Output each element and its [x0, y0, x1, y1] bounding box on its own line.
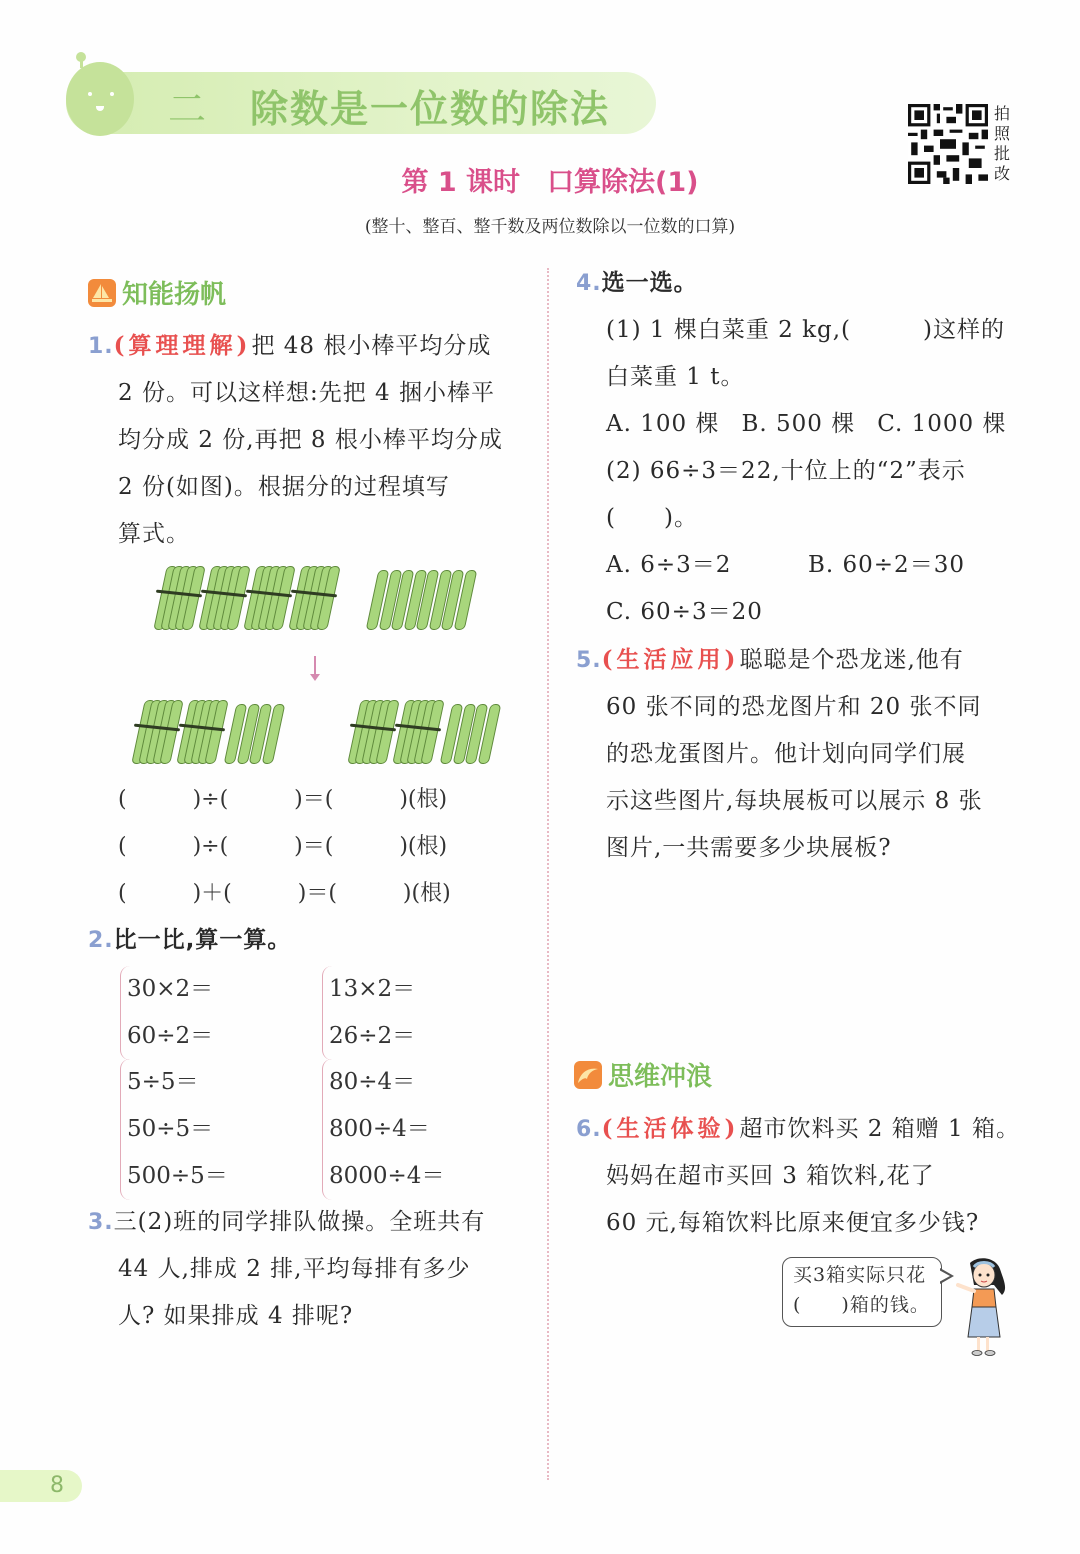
answer-row[interactable]: ( )÷( )＝( )(根) [118, 787, 448, 812]
stick-bundle-icon [246, 566, 288, 634]
question-title: 选一选。 [601, 270, 698, 296]
sticks-illustration [150, 562, 530, 772]
stick-bundle-icon [291, 566, 333, 634]
stick-bundle-icon [350, 700, 392, 768]
calc-group-3: 5÷5＝ 50÷5＝ 500÷5＝ [120, 1059, 228, 1200]
column-divider [547, 268, 549, 1480]
option-b[interactable]: B. 500 棵 [741, 411, 856, 437]
mascot-antenna-ball [76, 52, 86, 62]
stick-bundle-icon [179, 700, 221, 768]
q1-answer-rows [118, 776, 451, 917]
stick-bundle-icon [395, 700, 437, 768]
q4-1-options [576, 401, 1026, 448]
question-6: 6.(生活体验)超市饮料买 2 箱赠 1 箱。 妈妈在超市买回 3 箱饮料,花了 60 元,每箱饮料比原来便宜多少钱? [576, 1115, 1020, 1236]
option-c[interactable]: C. 60÷3＝20 [606, 599, 763, 625]
question-number: 4. [576, 271, 602, 296]
dolphin-icon [574, 1061, 602, 1089]
question-number: 1. [88, 334, 114, 359]
page-number-tab [0, 1470, 82, 1502]
stick-bundle-icon [156, 566, 198, 634]
sailboat-icon [88, 279, 116, 307]
answer-row[interactable]: ( )＋( )＝( )(根) [118, 881, 451, 906]
stick-bundle-icon [201, 566, 243, 634]
question-tag: (生活应用) [601, 646, 740, 673]
down-arrow-icon [314, 656, 316, 678]
calc-group-2: 13×2＝ 26÷2＝ [322, 966, 415, 1060]
question-tag: (算理理解) [113, 332, 252, 359]
section-title: 思维冲浪 [608, 1062, 713, 1092]
chapter-number: 二 [168, 87, 209, 131]
section-header-zhineng [88, 274, 226, 311]
question-5: 5.(生活应用)聪聪是个恐龙迷,他有 60 张不同的恐龙图片和 20 张不同 的恐龙蛋图片。他计划向同学们展 示这些图片,每块展板可以展示 8 张 图片,一共需要多少块展板? [576, 646, 983, 861]
page-number: 8 [50, 1473, 64, 1498]
question-number: 5. [576, 648, 602, 673]
question-number: 6. [576, 1117, 602, 1142]
stick-bundle-icon [134, 700, 176, 768]
question-2 [88, 917, 291, 964]
option-c[interactable]: C. 1000 棵 [877, 411, 1007, 437]
option-a[interactable]: A. 100 棵 [606, 411, 720, 437]
question-tag: (生活体验) [601, 1115, 740, 1142]
answer-row[interactable]: ( )÷( )＝( )(根) [118, 834, 448, 859]
speech-bubble: 买3箱实际只花 ( )箱的钱。 [782, 1257, 942, 1327]
question-1: 1.(算理理解)把 48 根小棒平均分成 2 份。可以这样想:先把 4 捆小棒平 均分成 2 份,再把 8 根小棒平均分成 2 份(如图)。根据分的过程填写 算式。 [88, 332, 503, 547]
lesson-subtitle: (整十、整百、整千数及两位数除以一位数的口算) [364, 217, 736, 237]
section-title: 知能扬帆 [122, 280, 227, 310]
mother-figure-icon [948, 1255, 1016, 1360]
q4-2-options-row1 [576, 542, 1026, 589]
calc-group-1: 30×2＝ 60÷2＝ [120, 966, 213, 1060]
q5-answer-area[interactable] [576, 880, 1026, 1040]
option-a[interactable]: A. 6÷3＝2 [606, 552, 732, 578]
question-title: 比一比,算一算。 [113, 927, 292, 953]
question-number: 3. [88, 1210, 114, 1235]
lesson-title: 第 1 课时 口算除法(1) [401, 167, 699, 198]
question-3: 3.三(2)班的同学排队做操。全班共有 44 人,排成 2 排,平均每排有多少 人? 如果排成 4 排呢? [88, 1209, 486, 1329]
option-b[interactable]: B. 60÷2＝30 [808, 552, 965, 578]
mascot-icon [66, 62, 134, 136]
question-4: 4.选一选。 (1) 1 棵白菜重 2 kg,( )这样的 白菜重 1 t。 A. 100 棵 B. 500 棵 C. 1000 棵 (2) 66÷3＝22,十位上的“2”表示 ( )。 A. 6÷3＝2 B. 60÷2＝30 C. 60÷3＝20 [576, 260, 1026, 636]
question-number: 2. [88, 928, 114, 953]
section-header-siwei [574, 1056, 712, 1093]
calc-group-4: 80÷4＝ 800÷4＝ 8000÷4＝ [322, 1059, 444, 1200]
photo-grading-label: 拍 照 批 改 [994, 104, 1011, 183]
chapter-title: 除数是一位数的除法 [250, 86, 611, 131]
